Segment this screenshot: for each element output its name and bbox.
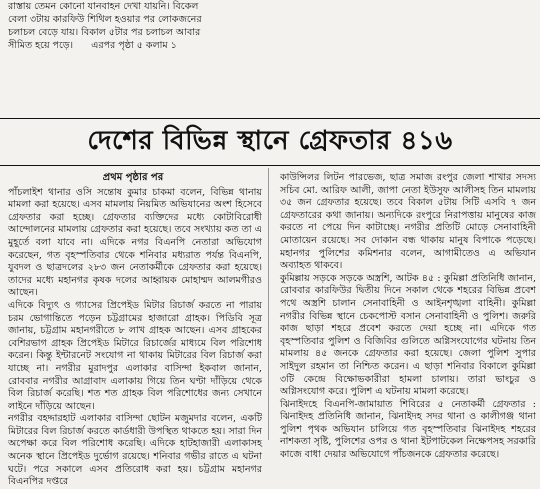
article-line-end: সীমিত হয়ে পড়ে। [8, 40, 74, 51]
right-column [272, 172, 540, 461]
continuation-note: এরপর পৃষ্ঠা ৫ কলাম ১ [91, 40, 177, 51]
paragraph: পাঁচলাইশ থানার ওসি সন্তোষ কুমার চাকমা বলেন, বিভিন্ন থানায় মামলা করা হয়েছে। এসব মামলায় নিয়মিত অভিযানের অংশ হিসেবে গ্রেফতার করা হচ্ছে। গ্রেফতার ব্যক্তিদের মধ্যে কোটাবিরোধী আন্দোলনের মামলায় গ্রেফতার করা হয়েছে। তবে সংখ্যায় কত তা এ মুহূর্তে বলা যাবে না। এদিকে নগর বিএনপি নেতারা অভিযোগ করেছেন, গত বৃহস্পতিবার থেকে শনিবার মধ্যরাত পর্যন্ত বিএনপি, যুবদল ও ছাত্রদলের ২৮৩ জন নেতাকর্মীকে গ্রেফতার করা হয়েছে। তাদের মধ্যে মহানগর কৃষক দলের আহ্বায়ক মোহাম্মদ আলমগীরও আছেন। [8, 186, 262, 299]
paragraph: কুমিল্লায় সড়কে সড়কে অস্ত্রশি, আটক ৪৫ : কুমিল্লা প্রতিনিধি জানান, রোববার কারফিউর দ্বিতীয় দিনে সকাল থেকে শহরের বিভিন্ন প্রবেশ পথে অস্ত্রশি চালান সেনাবাহিনী ও আইনশৃঙ্খলা বাহিনী। কুমিল্লা নগরীর বিভিন্ন স্থানে চেকপোস্ট বসান সেনাবাহিনী ও পুলিশ। জরুরি কাজ ছাড়া শহরে প্রবেশ করতে দেয়া হচ্ছে না। এদিকে গত বৃহস্পতিবার পুলিশ ও বিজিবির গুলিতে অগ্নিসংযোগের ঘটনায় তিন মামলায় ৪৫ জনকে গ্রেফতার করা হয়েছে। জেলা পুলিশ সুপার সাইদুল রহমান তা নিশ্চিত করেন। এ ছাড়া শনিবার বিকালে কুমিল্লা ৩টি কেন্দ্রে বিক্ষোভকারীরা হামলা চালায়। তারা ভাংচুর ও অগ্নিসংযোগ করে। পুলিশ এ ঘটনায় মামলা করেছে। [280, 272, 536, 398]
article-line [0, 39, 270, 52]
headline-box [0, 118, 540, 166]
paragraph: এদিকে বিদ্যুৎ ও গ্যাসের প্রিপেইড মিটার রিচার্জ করতে না পারায় চরম ভোগান্তিতে পড়েন চট্টগ্রামের হাজারো গ্রাহক। পিডিবি সূত্র জানায়, চট্টগ্রাম মহানগরীতে ৮ লাখ গ্রাহক আছেন। এসব গ্রাহকের বেশিরভাগ গ্রাহক প্রিপেইড মিটারে রিচার্জের মাধ্যমে বিল পরিশোধ করেন। কিন্তু ইন্টারনেট সংযোগ না থাকায় মিটারের বিল রিচার্জ করা যাচ্ছে না। নগরীর মুরাদপুর এলাকার বাসিন্দা ইকবাল জানান, রোববার নগরীর আগ্রাবাদ এলাকায় গিয়ে তিন ঘণ্টা দাঁড়িয়ে থেকে বিল রিচার্জ করেছি। শত শত গ্রাহক বিল পরিশোধের জন্য সেখানে লাইনে দাঁড়িয়ে আছেন। [8, 299, 262, 412]
left-column [0, 172, 266, 488]
paragraph: নগরীর বহদ্দারহাট এলাকার বাসিন্দা ছোটন মজুমদার বলেন, একটি মিটারের বিল রিচার্জ করতে কার্ডধারী উপস্থিত থাকতে হয়। সারা দিন অপেক্ষা করে বিল পরিশোধ করেছি। এদিকে হাটহাজারী এলাকাসহ অনেক স্থানে প্রিপেইড দুর্ভোগ রয়েছে। শনিবার গভীর রাতে এ ঘটনা ঘটে। পরে সকালে এসব প্রতিরোধ করা হয়। চট্টগ্রাম মহানগর বিএনপির দপ্তরে [8, 413, 262, 488]
paragraph: ঝিনাইদহে বিএনপি-জামায়াত শিবিরের ৫ নেতাকর্মী গ্রেফতার : ঝিনাইদহ প্রতিনিধি জানান, ঝিনাইদহ সদর থানা ও কালীগঞ্জ থানা পুলিশ পৃথক অভিযান চালিয়ে গত বৃহস্পতিবার ঝিনাইদহ শহরের নাশকতা সৃষ্টি, পুলিশের ওপর ও থানা ইটপাটকেল নিক্ষেপসহ সরকারি কাজে বাধা দেয়ার অভিযোগে পাঁচজনকে গ্রেফতার করেছে। [280, 398, 536, 461]
paragraph: কাউন্সিলর লিটন পারভেজ, ছাত্র সমাজ রংপুর জেলা শাখার সদস্য সচিব মো. আরিফ আলী, জাপা নেতা ইউসুফ আলীসহ তিন মামলায় ৩৫ জন গ্রেফতার হয়েছে। তবে বিকাল ৫টায় সিটি এসবি ৭ জন গ্রেফতারের কথা জানায়। অন্যদিকে রংপুরে নিরাপত্তায় মানুষের কাজ করতে না পেয়ে দিন কাটাচ্ছে। নগরীর প্রতিটি মোড়ে সেনাবাহিনী মোতায়েন রয়েছে। সব দোকান বন্ধ থাকায় মানুষ বিপাকে পড়েছে। মহানগর পুলিশের কমিশনার বলেন, আগামীতেও এ অভিযান অব্যাহত থাকবে। [280, 172, 536, 272]
headline: দেশের বিভিন্ন স্থানে গ্রেফতার ৪১৬ [87, 126, 453, 156]
previous-article-fragment [0, 0, 270, 90]
article-line: বেলা ৩টায় কারফিউ শিথিল হওয়ার পর লোকজনের [8, 14, 202, 25]
column-divider [268, 168, 269, 440]
subhead: প্রথম পৃষ্ঠার পর [102, 172, 164, 183]
article-line: চলাচল বেড়ে যায়। বিকাল ৫টার পর চলাচল আবার [8, 27, 201, 38]
blank-area [270, 0, 540, 110]
article-line: রাস্তায় তেমন কোনো যানবাহন দেখা যায়নি। বিকেল [8, 1, 199, 12]
